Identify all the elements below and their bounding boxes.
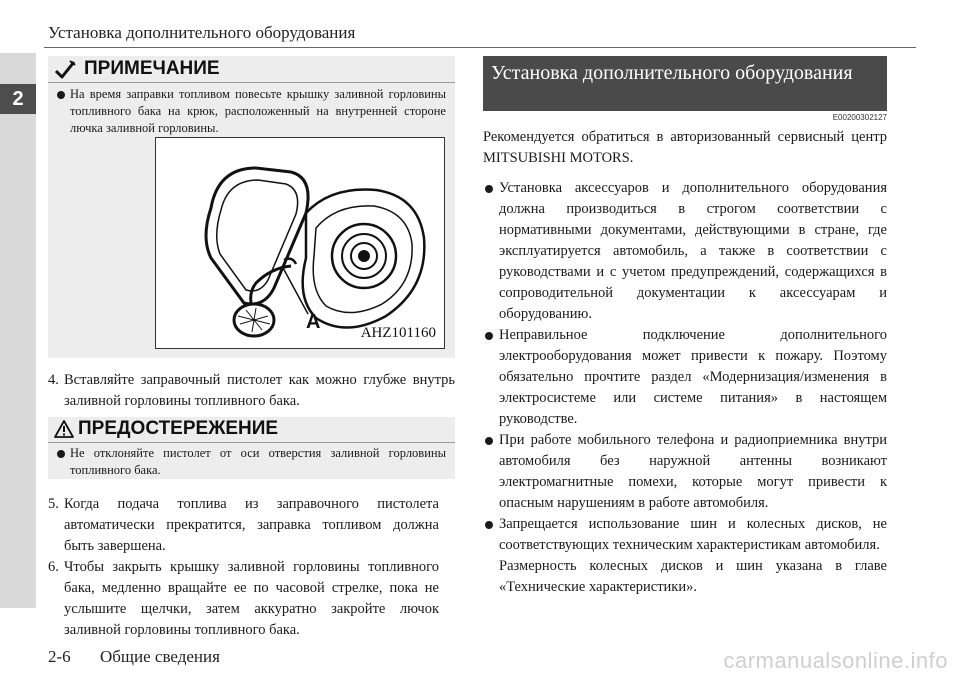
chapter-tab [0, 84, 36, 114]
steps-5-6 [48, 494, 439, 641]
list-item-text: Неправильное подключение дополнительного электрооборудования может привести к пожару. Поэтому обязательно прочтите раздел «Модернизация/изменения в электросистеме или системе питания» в настоящем руководстве. [499, 327, 887, 427]
chapter-number: 2 [12, 87, 24, 110]
footer-section-title: Общие сведения [100, 647, 220, 666]
step-text: Когда подача топлива из заправочного пистолета автоматически прекратится, заправка топливом должна быть завершена. [64, 496, 439, 554]
list-item [483, 178, 887, 325]
list-item [483, 325, 887, 430]
header-rule [44, 47, 916, 48]
watermark: carmanualsonline.info [723, 648, 948, 673]
step-number: 4. [48, 372, 59, 388]
step-4 [48, 370, 455, 412]
step-5 [48, 494, 439, 557]
bullet-list [483, 178, 887, 598]
warning-box [48, 417, 455, 479]
warning-title: ПРЕДОСТЕРЕЖЕНИЕ [78, 418, 279, 439]
chapter-sidebar [0, 53, 36, 608]
note-title: ПРИМЕЧАНИЕ [84, 57, 220, 79]
warning-divider [48, 442, 455, 443]
list-item [483, 514, 887, 598]
bullet-icon [485, 332, 493, 340]
figure-code: AHZ101160 [360, 325, 436, 341]
figure-label-a: A [306, 311, 321, 333]
list-item-text-continued: Размерность колесных дисков и шин указана в главе «Технические характеристики». [499, 558, 887, 595]
note-text: На время заправки топливом повесьте крышку заливной горловины топливного бака на крюк, расположенный на внутренней стороне лючка заливной горловины. [70, 87, 446, 135]
page-header-title: Установка дополнительного оборудования [48, 23, 356, 42]
left-column [48, 56, 455, 638]
pen-icon [54, 59, 78, 79]
step-text: Чтобы закрыть крышку заливной горловины топливного бака, медленно вращайте ее по часовой стрелке, пока не услышите щелчки, затем аккуратно закройте лючок заливной горловины топливного бака. [64, 559, 439, 638]
warning-triangle-icon [54, 420, 74, 438]
list-item-text: Установка аксессуаров и дополнительного оборудования должна производиться в строгом соответствии с нормативными документами, действующими в стране, где эксплуатируется автомобиль, а также в соответствии с руководствами и с учетом предупреждений, содержащихся в сопроводительной документации к аксессуарам и оборудованию. [499, 180, 887, 322]
section-code: E00200302127 [832, 113, 887, 122]
bullet-icon [57, 91, 65, 99]
bullet-icon [57, 450, 65, 458]
bullet-icon [485, 521, 493, 529]
bullet-icon [485, 185, 493, 193]
note-header [48, 56, 455, 81]
note-divider [48, 82, 455, 83]
fuel-door-drawing [156, 138, 444, 348]
warning-header [48, 417, 455, 441]
step-number: 5. [48, 496, 59, 512]
note-box [48, 56, 455, 358]
right-column [483, 56, 887, 598]
fuel-cap-illustration [155, 137, 445, 349]
section-intro: Рекомендуется обратиться в авторизованный сервисный центр MITSUBISHI MOTORS. [483, 129, 887, 166]
page-number: 2-6 [48, 647, 71, 666]
section-title: Установка дополнительного оборудования [483, 56, 887, 111]
warning-text: Не отклоняйте пистолет от оси отверстия заливной горловины топливного бака. [70, 446, 446, 477]
bullet-icon [485, 437, 493, 445]
list-item [483, 430, 887, 514]
list-item-text: Запрещается использование шин и колесных дисков, не соответствующих техническим характеристикам автомобиля. [499, 516, 887, 553]
step-6 [48, 557, 439, 641]
step-text: Вставляйте заправочный пистолет как можно глубже внутрь заливной горловины топливного бака. [64, 372, 455, 409]
step-number: 6. [48, 559, 59, 575]
list-item-text: При работе мобильного телефона и радиоприемника внутри автомобиля без наружной антенны возникают электромагнитные помехи, которые могут привести к опасным нарушениям в работе автомобиля. [499, 432, 887, 511]
